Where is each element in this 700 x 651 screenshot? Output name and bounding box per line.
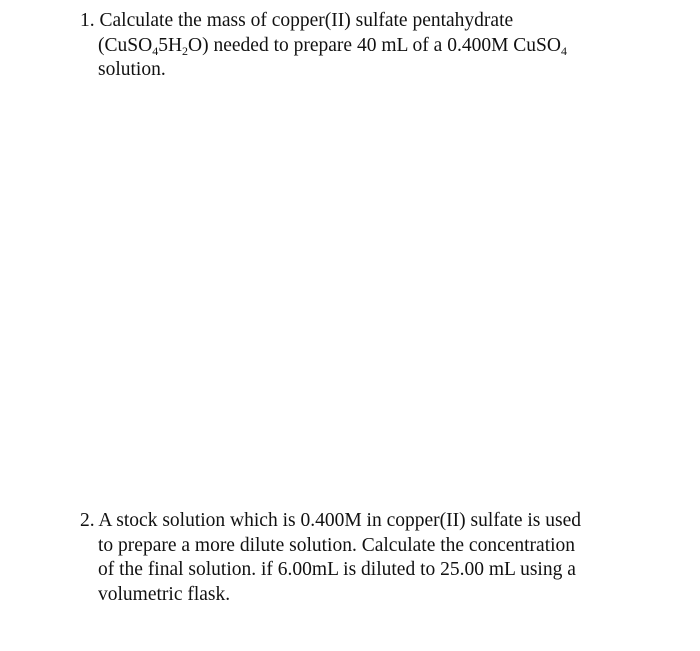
question-2 — [80, 509, 680, 607]
question-2-line — [80, 558, 680, 583]
text-run: solution. — [98, 59, 166, 80]
subscript: 4 — [152, 43, 159, 58]
text-run: (CuSO — [98, 34, 153, 56]
subscript: 2 — [182, 43, 189, 58]
text-run: of the final solution. if 6.00mL is diluted to 25.00 mL using a — [98, 559, 576, 580]
text-run: 1. Calculate the mass of copper(II) sulfate pentahydrate — [80, 10, 514, 31]
question-2-line — [80, 534, 680, 559]
question-2-line — [80, 509, 680, 534]
question-1-line — [80, 58, 680, 83]
text-run: 2. A stock solution which is 0.400M in copper(II) sulfate is used — [80, 510, 581, 531]
subscript: 4 — [560, 43, 567, 58]
text-run: 5H — [158, 34, 183, 56]
question-1-line — [80, 34, 680, 59]
text-run: O) needed to prepare 40 mL of a 0.400M CuSO — [188, 34, 561, 56]
question-1 — [80, 9, 680, 83]
question-1-line — [80, 9, 680, 34]
text-run: to prepare a more dilute solution. Calculate the concentration — [98, 534, 576, 556]
question-2-line — [80, 583, 680, 608]
text-run: volumetric flask. — [98, 583, 231, 605]
